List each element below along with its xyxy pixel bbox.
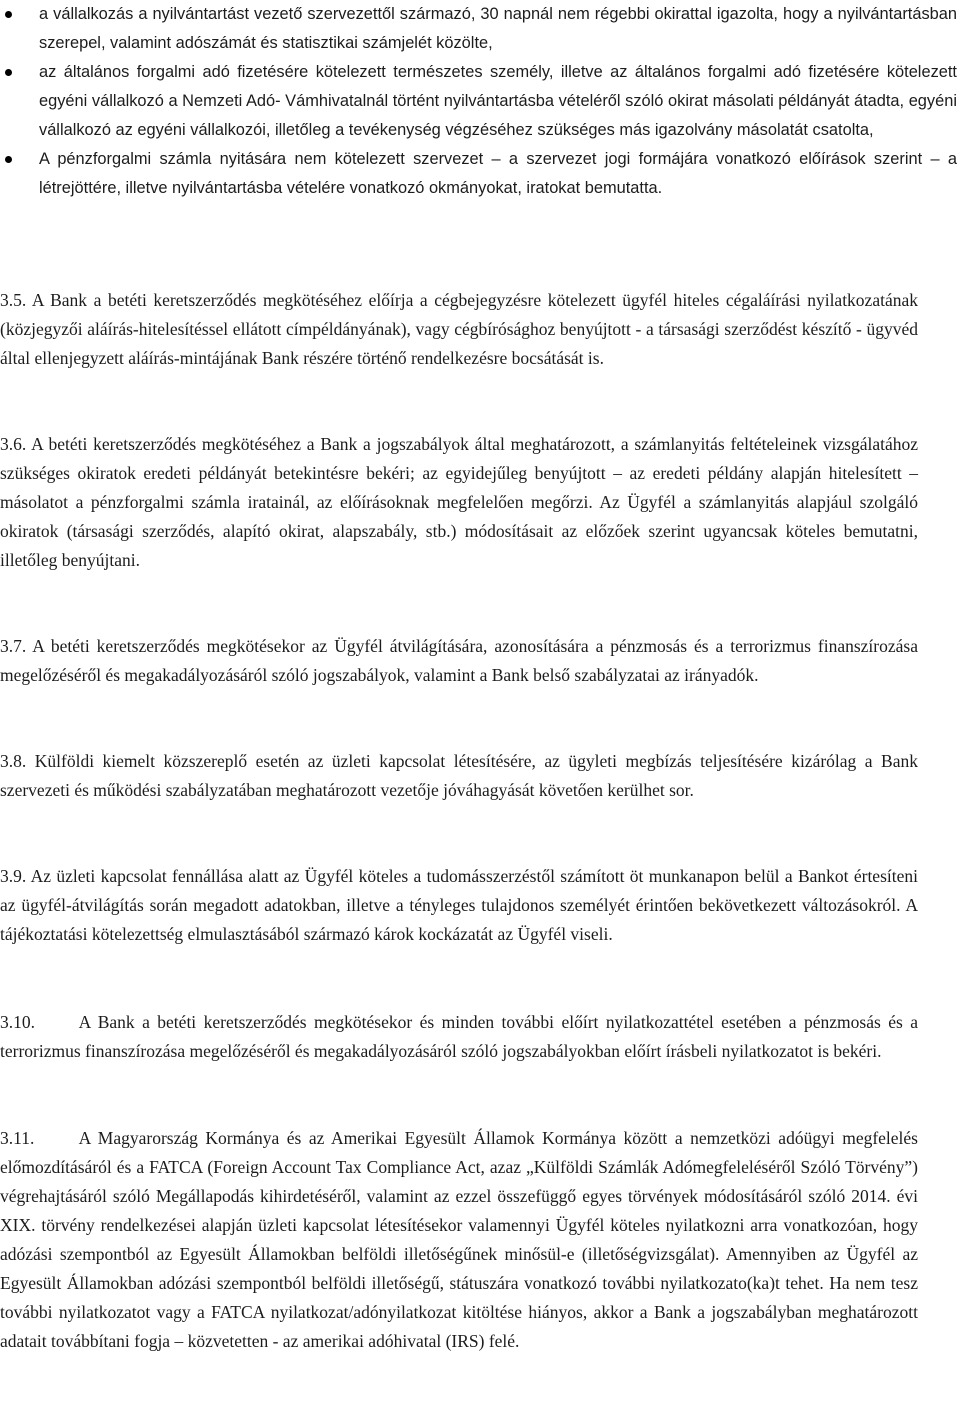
- bullet-list: [0, 0, 960, 203]
- section-body: [0, 862, 918, 949]
- section-number: 3.7.: [0, 636, 27, 656]
- section-number: 3.8.: [0, 751, 27, 771]
- section-number: 3.11.: [0, 1128, 35, 1148]
- section-number: 3.9.: [0, 866, 27, 886]
- section-number: 3.10.: [0, 1012, 35, 1032]
- section-3-7: [0, 632, 960, 690]
- section-text: A Magyarország Kormánya és az Amerikai Egyesült Államok Kormánya között a nemzetközi adóügyi megfelelés előmozdításáról és a FATCA (Foreign Account Tax Compliance Act, azaz „Külföldi Számlák Adómegfeleléséről Szóló Törvény”) végrehajtásáról szóló Megállapodás kihirdetéséről, valamint az ezzel összefüggő egyes törvények módosításáról szóló 2014. évi XIX. törvény rendelkezései alapján üzleti kapcsolat létesítésekor valamennyi Ügyfél köteles nyilatkozni arra vonatkozóan, hogy adózási szempontból az Egyesült Államokban belföldi illetőségűnek minősül-e (illetőségvizsgálat). Amennyiben az Ügyfél az Egyesült Államokban adózási szempontból belföldi illetőségű, státuszára vonatkozó további nyilatkozato(ka)t tehet. Ha nem tesz további nyilatkozatot vagy a FATCA nyilatkozat/adónyilatkozat kitöltése hiányos, akkor a Bank a jogszabályban meghatározott adatait továbbítani fogja – közvetetten - az amerikai adóhivatal (IRS) felé.: [0, 1128, 918, 1351]
- section-3-10: [0, 1008, 960, 1066]
- section-text: Az üzleti kapcsolat fennállása alatt az Ügyfél köteles a tudomásszerzéstől számított öt munkanapon belül a Bankot értesíteni az ügyfél-átvilágítás során megadott adatokban, illetve a tényleges tulajdonos személyét érintően bekövetkezett változásokról. A tájékoztatási kötelezettség elmulasztásából származó károk kockázatát az Ügyfél viseli.: [0, 866, 918, 944]
- section-3-9: [0, 862, 960, 949]
- section-body: [0, 632, 918, 690]
- section-number: 3.6.: [0, 434, 27, 454]
- section-text: A Bank a betéti keretszerződés megkötésekor és minden további előírt nyilatkozattétel esetében a pénzmosás és a terrorizmus finanszírozása megelőzéséről és megakadályozásáról szóló jogszabályokban előírt írásbeli nyilatkozatot is bekéri.: [0, 1012, 918, 1061]
- bullet-item: [0, 0, 957, 58]
- section-text: A betéti keretszerződés megkötéséhez a Bank a jogszabályok által meghatározott, a számlanyitás feltételeinek vizsgálatához szükséges okiratok eredeti példányát betekintésre bekéri; az egyidejűleg benyújtott – az eredeti példány alapján hitelesített – másolatot a pénzforgalmi számla iratainál, az előírásoknak megfelelően megőrzi. Az Ügyfél a számlanyitás alapjául szolgáló okiratok (társasági szerződés, alapító okirat, alapszabály, stb.) módosításait az előzőek szerint ugyancsak köteles bemutatni, illetőleg benyújtani.: [0, 434, 918, 570]
- bullet-dot-icon: [5, 156, 12, 163]
- section-body: [0, 747, 918, 805]
- bullet-item: [0, 58, 957, 145]
- section-text: Külföldi kiemelt közszereplő esetén az üzleti kapcsolat létesítésére, az ügyleti megbízás teljesítésére kizárólag a Bank szervezeti és működési szabályzatában meghatározott vezetője jóváhagyását követően kerülhet sor.: [0, 751, 919, 800]
- bullet-text: a vállalkozás a nyilvántartást vezető szervezettől származó, 30 napnál nem régebbi okirattal igazolta, hogy a nyilvántartásban szerepel, valamint adószámát és statisztikai számjelét közölte,: [39, 5, 957, 52]
- bullet-text: az általános forgalmi adó fizetésére kötelezett természetes személy, illetve az általános forgalmi adó fizetésére kötelezett egyéni vállalkozó a Nemzeti Adó- Vámhivatalnál történt nyilvántartásba vételéről szóló okirat másolati példányát átadta, egyéni vállalkozó az egyéni vállalkozói, illetőleg a tevékenység végzéséhez szükséges más igazolvány másolatát csatolta,: [39, 63, 957, 139]
- section-body: [0, 1124, 918, 1356]
- section-3-8: [0, 747, 960, 805]
- section-body: [0, 1008, 918, 1066]
- section-text: A betéti keretszerződés megkötésekor az Ügyfél átvilágítására, azonosítására a pénzmosás és a terrorizmus finanszírozása megelőzéséről és megakadályozásáról szóló jogszabályok, valamint a Bank belső szabályzatai az irányadók.: [0, 636, 918, 685]
- section-body: [0, 430, 918, 575]
- section-text: A Bank a betéti keretszerződés megkötéséhez előírja a cégbejegyzésre kötelezett ügyfél hiteles cégaláírási nyilatkozatának (közjegyzői aláírás-hitelesítéssel ellátott címpéldányának), vagy cégbírósághoz benyújtott - a társasági szerződést készítő - ügyvéd által ellenjegyzett aláírás-mintájának Bank részére történő rendelkezésre bocsátását is.: [0, 290, 918, 368]
- section-3-11: [0, 1124, 960, 1356]
- bullet-item: [0, 145, 957, 203]
- bullet-text: A pénzforgalmi számla nyitására nem kötelezett szervezet – a szervezet jogi formájára vonatkozó előírások szerint – a létrejöttére, illetve nyilvántartásba vételére vonatkozó okmányokat, iratokat bemutatta.: [39, 150, 957, 197]
- section-number: 3.5.: [0, 290, 27, 310]
- section-body: [0, 286, 918, 373]
- bullet-dot-icon: [5, 69, 12, 76]
- section-3-5: [0, 286, 960, 373]
- section-3-6: [0, 430, 960, 575]
- bullet-dot-icon: [5, 11, 12, 18]
